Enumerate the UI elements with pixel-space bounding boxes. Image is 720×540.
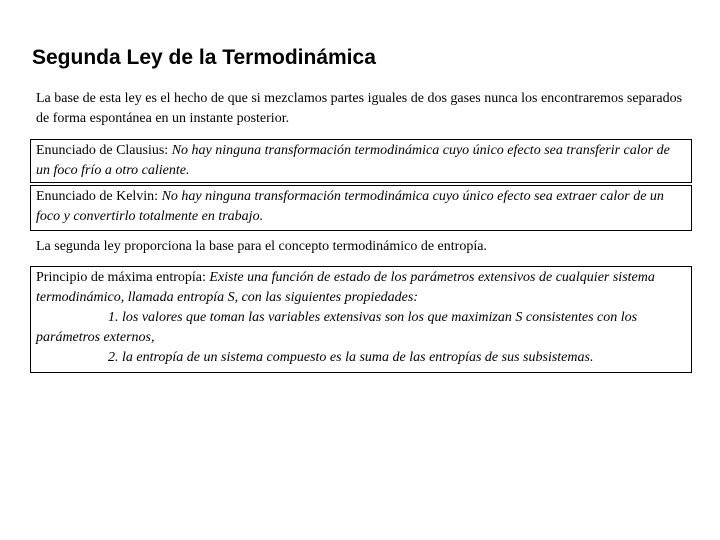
entropy-note: La segunda ley proporciona la base para el concepto termodinámico de entropía. — [36, 239, 487, 254]
max-entropy-label: Principio de máxima entropía: — [36, 270, 210, 285]
max-entropy-property-2: 2. la entropía de un sistema compuesto es la suma de las entropías de sus subsistemas. — [108, 350, 594, 365]
max-entropy-property-1: 1. los valores que toman las variables extensivas son los que maximizan S consistentes con los parámetros externos, — [36, 310, 638, 345]
max-entropy-statement: Existe una función de estado de los parámetros extensivos de cualquier sistema termodinámico, llamada entropía S, con las siguientes propiedades: — [36, 270, 655, 305]
intro-paragraph: La base de esta ley es el hecho de que si mezclamos partes iguales de dos gases nunca los encontraremos separados de forma espontánea en un instante posterior. — [36, 91, 683, 126]
slide-title: Segunda Ley de la Termodinámica — [32, 46, 376, 69]
kelvin-statement: No hay ninguna transformación termodinámica cuyo único efecto sea extraer calor de un foco y convertirlo totalmente en trabajo. — [36, 189, 664, 224]
clausius-label: Enunciado de Clausius: — [36, 143, 172, 158]
clausius-statement-box — [30, 139, 692, 183]
max-entropy-principle-box — [30, 266, 692, 373]
kelvin-statement-box — [30, 185, 692, 231]
kelvin-label: Enunciado de Kelvin: — [36, 189, 162, 204]
clausius-statement: No hay ninguna transformación termodinámica cuyo único efecto sea transferir calor de un foco frío a otro caliente. — [36, 143, 670, 178]
